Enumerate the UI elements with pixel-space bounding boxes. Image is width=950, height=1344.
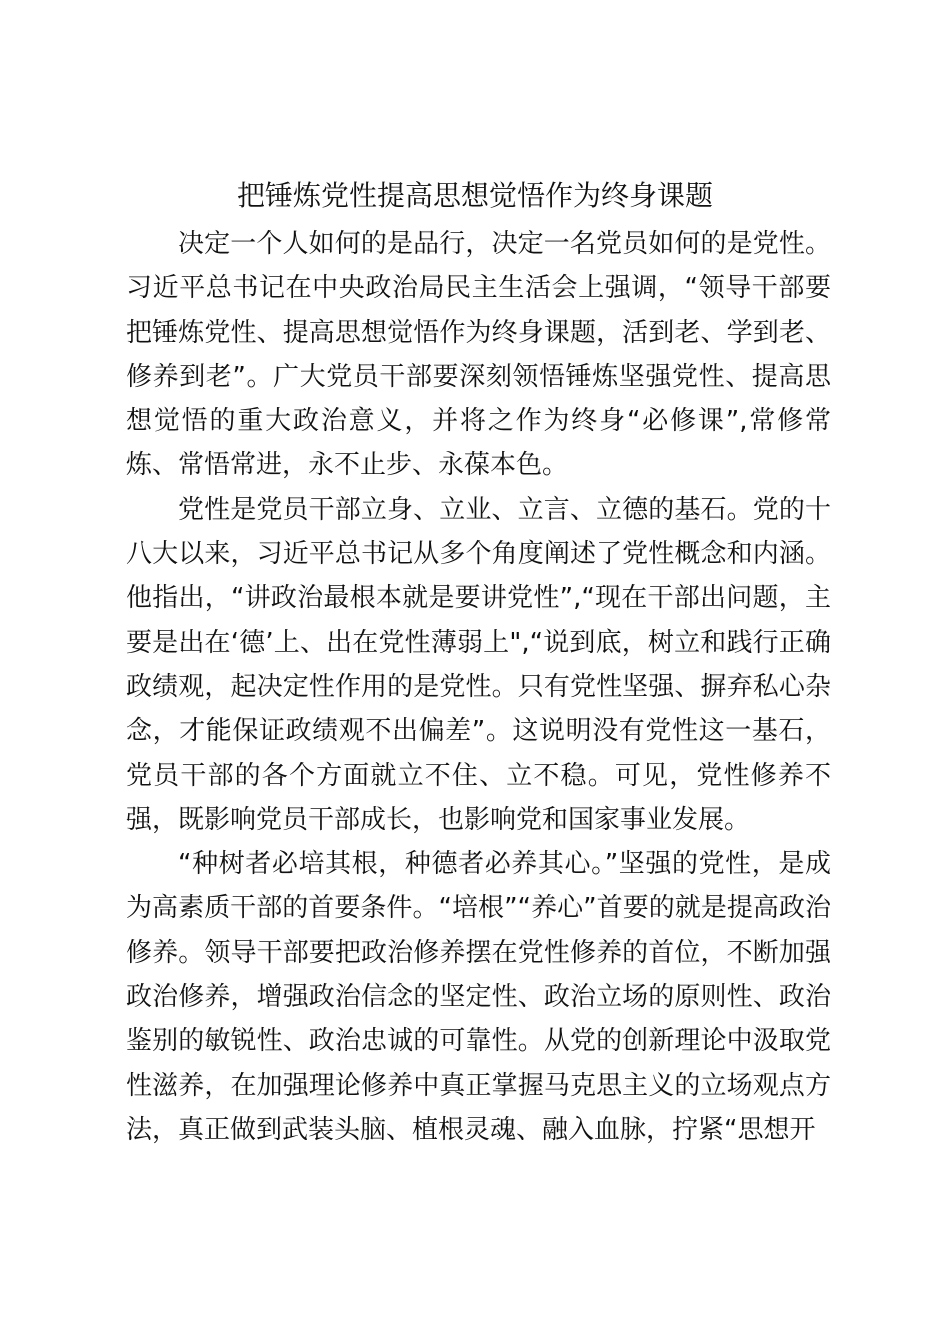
document-body [126,222,831,1152]
paragraph-3: “种树者必培其根，种德者必养其心。”坚强的党性，是成为高素质干部的首要条件。“培根”“养心”首要的就是提高政治修养。领导干部要把政治修养摆在党性修养的首位，不断加强政治修养，增强政治信念的坚定性、政治立场的原则性、政治鉴别的敏锐性、政治忠诚的可靠性。从党的创新理论中汲取党性滋养，在加强理论修养中真正掌握马克思主义的立场观点方法，真正做到武装头脑、植根灵魂、融入血脉，拧紧“思想开 [126,849,831,1145]
document-title: 把锤炼党性提高思想觉悟作为终身课题 [236,179,713,212]
paragraph-1: 决定一个人如何的是品行，决定一名党员如何的是党性。习近平总书记在中央政治局民主生活会上强调，“领导干部要把锤炼党性、提高思想觉悟作为终身课题，活到老、学到老、修养到老”。广大党员干部要深刻领悟锤炼坚强党性、提高思想觉悟的重大政治意义，并将之作为终身“必修课”,常修常炼、常悟常进，永不止步、永葆本色。 [126,229,831,481]
paragraph-2: 党性是党员干部立身、立业、立言、立德的基石。党的十八大以来，习近平总书记从多个角度阐述了党性概念和内涵。他指出，“讲政治最根本就是要讲党性”,“现在干部出问题，主要是出在‘德’上、出在党性薄弱上",“说到底，树立和践行正确政绩观，起决定性作用的是党性。只有党性坚强、摒弃私心杂念，才能保证政绩观不出偏差”。这说明没有党性这一基石，党员干部的各个方面就立不住、立不稳。可见，党性修养不强，既影响党员干部成长，也影响党和国家事业发展。 [126,494,831,835]
